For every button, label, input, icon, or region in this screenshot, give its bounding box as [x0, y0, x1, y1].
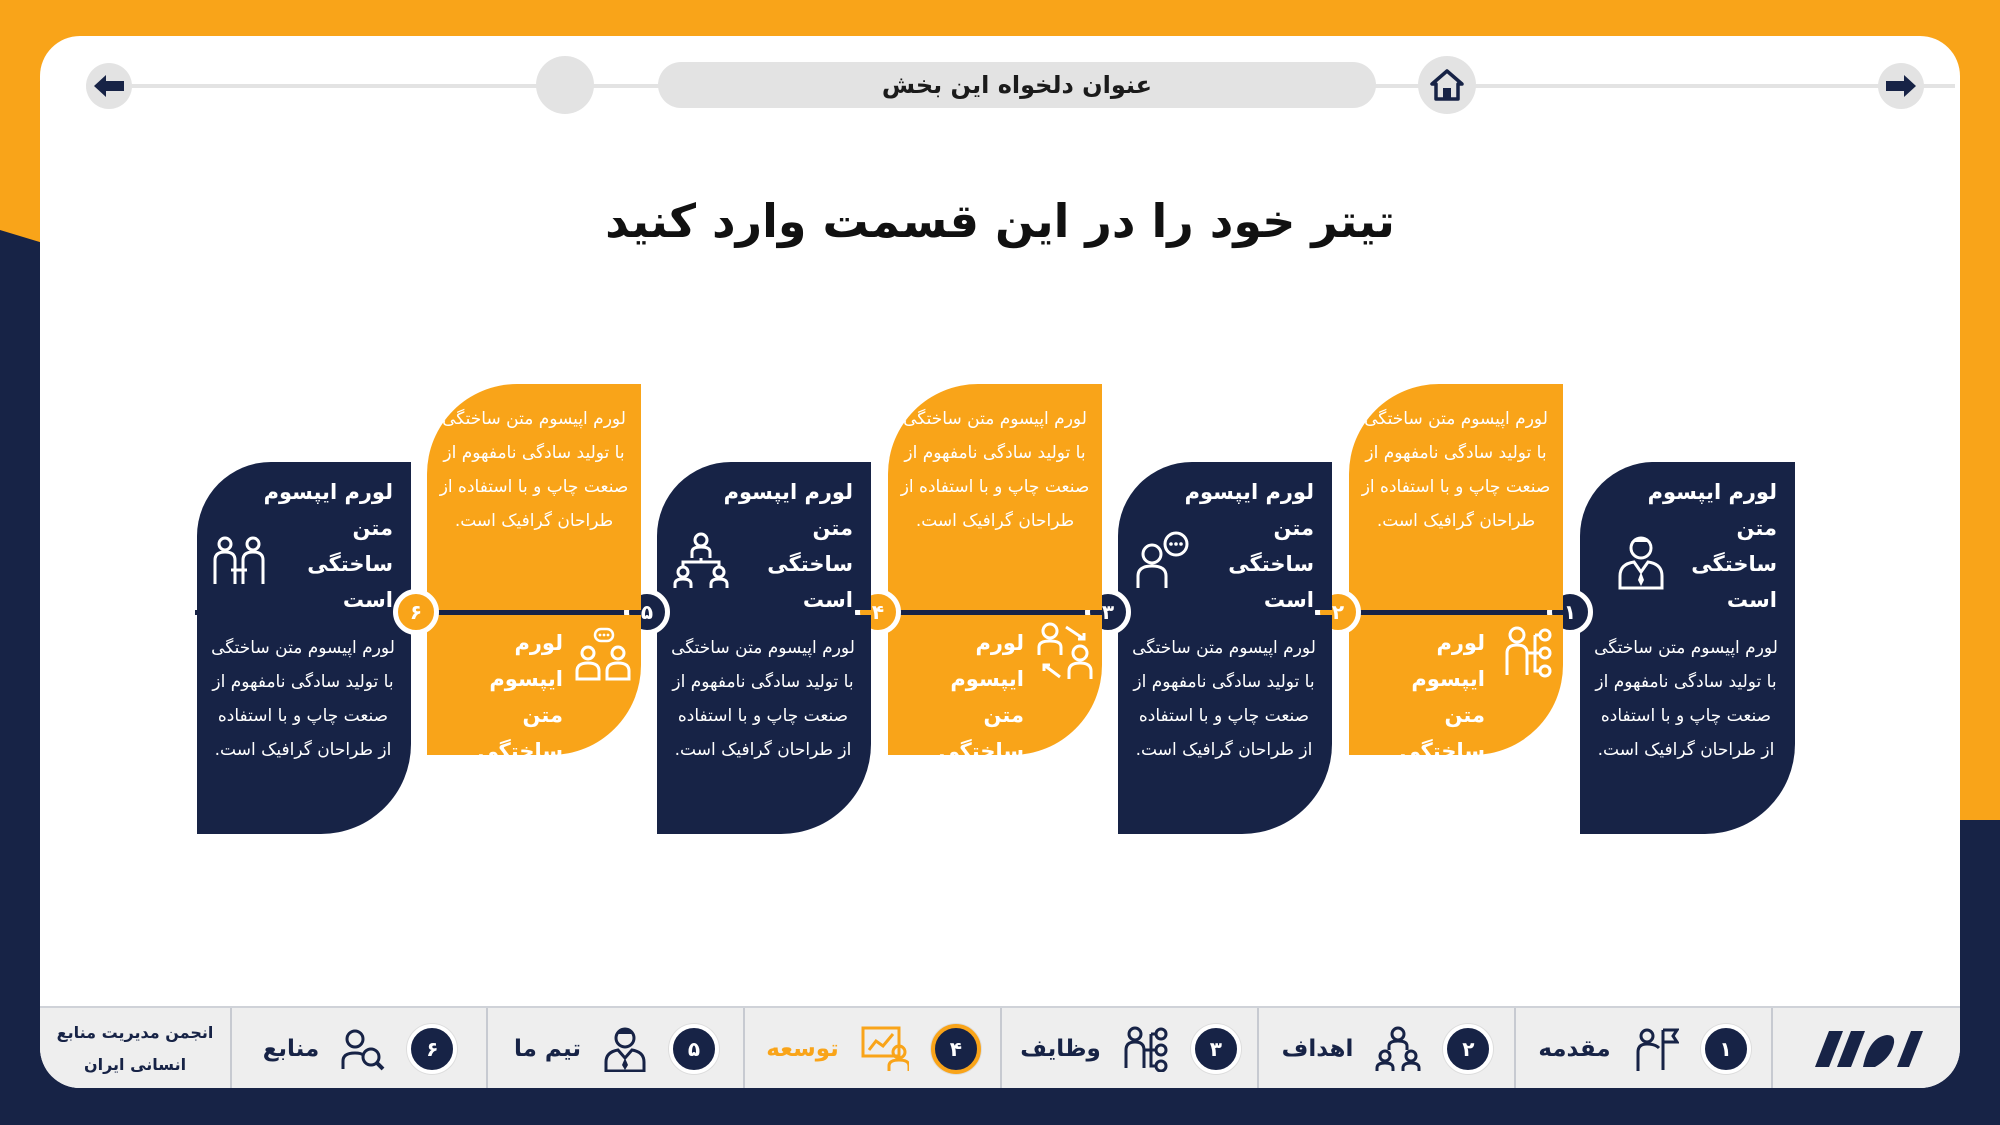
person-network-icon	[1501, 625, 1555, 683]
step-6-number: ۶	[393, 589, 439, 635]
step-4-number: ۴	[855, 589, 901, 635]
org-name-line1: انجمن مدیریت منابع	[56, 1023, 214, 1042]
step-2-body-block	[1349, 384, 1563, 610]
collaboration-icon	[211, 536, 267, 586]
footer-item-team[interactable]	[486, 1008, 745, 1088]
person-chat-icon	[1132, 530, 1192, 590]
step-4-body-block	[888, 384, 1102, 610]
page-dot-button[interactable]	[536, 56, 594, 114]
section-title: عنوان دلخواه این بخش	[658, 62, 1376, 108]
footer-item-label: مقدمه	[1538, 1036, 1611, 1062]
arrow-right-icon	[1886, 75, 1916, 97]
step-3-body-block	[1118, 615, 1332, 834]
flag-person-icon	[1633, 1026, 1679, 1072]
home-button[interactable]	[1418, 56, 1476, 114]
group-discussion-icon	[573, 627, 633, 683]
team-member-icon	[603, 1026, 647, 1072]
arrow-left-icon	[94, 75, 124, 97]
footer-item-label: منابع	[262, 1036, 320, 1062]
footer-item-number: ۳	[1191, 1024, 1241, 1074]
step-6-body-block	[197, 615, 411, 834]
step-5-body: لورم اپیسوم متن ساختگی با تولید سادگی نامفهوم از صنعت چاپ و با استفاده از طراحان گرافیک است.	[671, 638, 855, 760]
step-3-heading: لورم ایپسوم متن ساختگی است	[1184, 480, 1314, 612]
footer-item-sources[interactable]	[230, 1008, 488, 1088]
step-2-body: لورم اپیسوم متن ساختگی با تولید سادگی نامفهوم از صنعت چاپ و با استفاده از طراحان گرافیک است.	[1361, 409, 1551, 531]
step-1-body-block	[1580, 615, 1795, 834]
step-4-body: لورم اپیسوم متن ساختگی با تولید سادگی نامفهوم از صنعت چاپ و با استفاده از طراحان گرافیک است.	[900, 409, 1090, 531]
footer-item-number: ۴	[931, 1024, 981, 1074]
footer-item-label: توسعه	[766, 1036, 839, 1062]
home-icon	[1430, 69, 1464, 101]
org-name	[40, 1008, 230, 1088]
team-hierarchy-icon	[673, 532, 729, 590]
page-title: تیتر خود را در این قسمت وارد کنید	[605, 194, 1395, 248]
footer-item-number: ۱	[1701, 1024, 1751, 1074]
footer-item-number: ۲	[1443, 1024, 1493, 1074]
step-3-head-block	[1118, 462, 1332, 610]
search-people-icon	[341, 1027, 385, 1071]
step-5-heading: لورم ایپسوم متن ساختگی است	[723, 480, 853, 612]
footer-item-label: تیم ما	[514, 1036, 581, 1062]
people-exchange-icon	[1036, 621, 1096, 683]
next-button[interactable]	[1878, 63, 1924, 109]
team-goal-icon	[1375, 1026, 1421, 1072]
step-2-head-block	[1349, 615, 1563, 799]
footer-item-number: ۵	[669, 1024, 719, 1074]
footer-item-tasks[interactable]	[1000, 1008, 1259, 1088]
step-2-heading: لورم ایپسوم متن ساختگی است	[1399, 631, 1485, 799]
step-5-body-block	[657, 615, 871, 834]
brand-logo[interactable]	[1771, 1008, 1960, 1088]
step-2-number: ۲	[1315, 589, 1361, 635]
step-6-head-block	[427, 615, 641, 799]
step-5-head-block	[657, 462, 871, 610]
step-1-heading: لورم ایپسوم متن ساختگی است	[1647, 480, 1777, 612]
step-1-head-block	[1580, 462, 1795, 610]
footer-item-label: اهداف	[1281, 1036, 1354, 1062]
step-1-body: لورم اپیسوم متن ساختگی با تولید سادگی نامفهوم از صنعت چاپ و با استفاده از طراحان گرافیک است.	[1594, 638, 1778, 760]
prev-button[interactable]	[86, 63, 132, 109]
footer-item-number: ۶	[407, 1024, 457, 1074]
step-6-heading: لورم ایپسوم متن ساختگی است	[263, 480, 393, 612]
step-6-body-block	[427, 384, 641, 610]
footer-item-development[interactable]	[743, 1008, 1002, 1088]
org-name-line2: انسانی ایران	[83, 1055, 187, 1074]
step-3-body: لورم اپیسوم متن ساختگی با تولید سادگی نامفهوم از صنعت چاپ و با استفاده از طراحان گرافیک است.	[1132, 638, 1316, 760]
slide-card	[40, 36, 1960, 1088]
footer-item-label: وظایف	[1020, 1036, 1101, 1062]
step-4-heading: لورم ایپسوم متن ساختگی است	[938, 631, 1024, 799]
step-6-body: لورم اپیسوم متن ساختگی با تولید سادگی نامفهوم از صنعت چاپ و با استفاده از طراحان گرافیک است.	[211, 638, 395, 760]
businessman-icon	[1614, 532, 1668, 590]
step-5-number: ۵	[624, 589, 670, 635]
growth-chart-icon	[861, 1026, 909, 1072]
step-4-head-block	[888, 615, 1102, 799]
footer-item-intro[interactable]	[1514, 1008, 1773, 1088]
step-3-number: ۳	[1085, 589, 1131, 635]
footer-item-goals[interactable]	[1257, 1008, 1516, 1088]
task-flow-icon	[1123, 1026, 1169, 1072]
step-1-number: ۱	[1547, 589, 1593, 635]
brand-logo-icon	[1813, 1027, 1923, 1071]
step-6-body: لورم اپیسوم متن ساختگی با تولید سادگی نامفهوم از صنعت چاپ و با استفاده از طراحان گرافیک است.	[439, 409, 629, 531]
footer-nav	[40, 1006, 1960, 1088]
step-6-heading: لورم ایپسوم متن ساختگی است	[477, 631, 563, 799]
step-6-head-block	[197, 462, 411, 610]
